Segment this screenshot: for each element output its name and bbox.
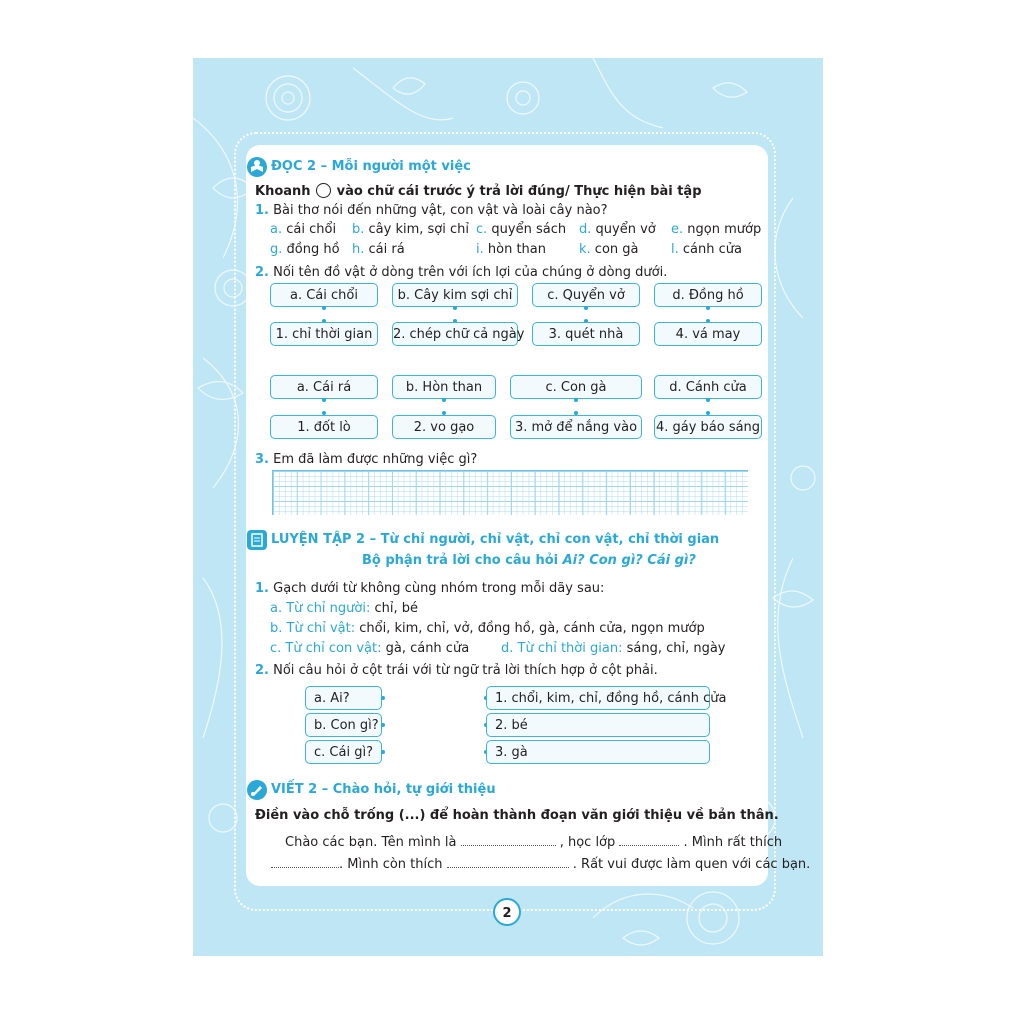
writing-label: VIẾT 2 xyxy=(271,782,318,797)
writing-heading xyxy=(271,782,496,798)
connector-dot[interactable] xyxy=(381,696,385,700)
answer-box[interactable]: 2. bé xyxy=(486,713,710,737)
writing-line-2: . Mình còn thích . Rất vui được làm quen với các bạn. xyxy=(271,857,810,873)
instruction-pre: Khoanh xyxy=(255,184,316,199)
page-number: 2 xyxy=(493,898,521,926)
instruction xyxy=(255,183,702,200)
practice-q1-number: 1. xyxy=(255,581,269,596)
match-item-top[interactable]: d. Đồng hồ xyxy=(654,283,762,307)
connector-dot[interactable] xyxy=(574,398,578,402)
blank-also-like[interactable] xyxy=(447,857,569,868)
writing-title: – Chào hỏi, tự giới thiệu xyxy=(317,782,496,797)
blank-class[interactable] xyxy=(619,835,679,846)
practice-title: – Từ chỉ người, chỉ vật, chỉ con vật, chỉ thời gian xyxy=(365,532,720,547)
match-item-bottom[interactable]: 4. gáy báo sáng xyxy=(654,415,762,439)
q1-text: Bài thơ nói đến những vật, con vật và loài cây nào? xyxy=(268,203,608,218)
practice-q1-a: a. Từ chỉ người: chỉ, bé xyxy=(270,601,419,616)
practice-q1-text: Gạch dưới từ không cùng nhóm trong mỗi dãy sau: xyxy=(268,581,605,596)
q1-option: h. cái rá xyxy=(352,242,405,257)
q1-number: 1. xyxy=(255,203,269,218)
q3-text: Em đã làm được những việc gì? xyxy=(268,452,478,467)
pen-icon xyxy=(247,780,267,800)
q1-question xyxy=(255,203,608,219)
answer-box[interactable]: 1. chổi, kim, chỉ, đồng hồ, cánh cửa xyxy=(486,686,710,710)
question-box[interactable]: b. Con gì? xyxy=(305,713,382,737)
practice-q2-number: 2. xyxy=(255,663,269,678)
reading-icon xyxy=(247,157,267,177)
instruction-post: vào chữ cái trước ý trả lời đúng/ Thực hiện bài tập xyxy=(332,184,702,199)
connector-dot[interactable] xyxy=(706,306,710,310)
q1-option: d. quyển vở xyxy=(579,222,656,237)
match-item-top[interactable]: d. Cánh cửa xyxy=(654,375,762,399)
writing-grid[interactable] xyxy=(272,470,748,515)
q3-number: 3. xyxy=(255,452,269,467)
q1-option: g. đồng hồ xyxy=(270,242,340,257)
q2-number: 2. xyxy=(255,265,269,280)
doc-heading xyxy=(271,159,471,175)
q1-option: e. ngọn mướp xyxy=(671,222,762,237)
connector-dot[interactable] xyxy=(706,398,710,402)
writing-line-1: Chào các bạn. Tên mình là , học lớp . Mình rất thích xyxy=(285,835,783,850)
match-item-top[interactable]: c. Con gà xyxy=(510,375,642,399)
match-item-top[interactable]: a. Cái chổi xyxy=(270,283,378,307)
practice-heading xyxy=(271,532,719,548)
match-item-bottom[interactable]: 2. vo gạo xyxy=(392,415,496,439)
match-item-bottom[interactable]: 3. mở để nắng vào xyxy=(510,415,642,439)
q2-text: Nối tên đồ vật ở dòng trên với ích lợi của chúng ở dòng dưới. xyxy=(268,265,668,280)
match-item-top[interactable]: b. Hòn than xyxy=(392,375,496,399)
doc-heading-title: – Mỗi người một việc xyxy=(316,159,471,174)
connector-dot[interactable] xyxy=(322,306,326,310)
question-box[interactable]: c. Cái gì? xyxy=(305,740,382,764)
practice-q1 xyxy=(255,581,604,597)
writing-instruction: Điền vào chỗ trống (...) để hoàn thành đoạn văn giới thiệu về bản thân. xyxy=(255,808,779,823)
match-item-bottom[interactable]: 1. chỉ thời gian xyxy=(270,322,378,346)
q2-question xyxy=(255,265,667,281)
connector-dot[interactable] xyxy=(584,306,588,310)
connector-dot[interactable] xyxy=(442,398,446,402)
question-box[interactable]: a. Ai? xyxy=(305,686,382,710)
connector-dot[interactable] xyxy=(381,750,385,754)
q1-option: l. cánh cửa xyxy=(671,242,742,257)
answer-box[interactable]: 3. gà xyxy=(486,740,710,764)
connector-dot[interactable] xyxy=(381,723,385,727)
q3-question xyxy=(255,452,477,468)
q1-option: k. con gà xyxy=(579,242,639,257)
practice-subtitle-pre: Bộ phận trả lời cho câu hỏi xyxy=(362,553,563,568)
practice-q1-d: d. Từ chỉ thời gian: sáng, chỉ, ngày xyxy=(501,641,726,656)
connector-dot[interactable] xyxy=(453,306,457,310)
practice-label: LUYỆN TẬP 2 xyxy=(271,532,366,547)
notebook-icon xyxy=(247,530,267,550)
match-item-bottom[interactable]: 2. chép chữ cả ngày xyxy=(392,322,518,346)
practice-q2 xyxy=(255,663,658,679)
blank-like[interactable] xyxy=(271,857,339,868)
practice-q2-text: Nối câu hỏi ở cột trái với từ ngữ trả lời thích hợp ở cột phải. xyxy=(268,663,658,678)
match-item-top[interactable]: b. Cây kim sợi chỉ xyxy=(392,283,518,307)
q1-option: c. quyển sách xyxy=(476,222,567,237)
q1-option: i. hòn than xyxy=(476,242,546,257)
match-item-bottom[interactable]: 1. đốt lò xyxy=(270,415,378,439)
blank-name[interactable] xyxy=(461,835,556,846)
q1-option: a. cái chổi xyxy=(270,222,337,237)
connector-dot[interactable] xyxy=(322,398,326,402)
practice-q1-c: c. Từ chỉ con vật: gà, cánh cửa xyxy=(270,641,470,656)
match-item-top[interactable]: a. Cái rá xyxy=(270,375,378,399)
q1-option: b. cây kim, sợi chỉ xyxy=(352,222,469,237)
practice-q1-b: b. Từ chỉ vật: chổi, kim, chỉ, vở, đồng hồ, gà, cánh cửa, ngọn mướp xyxy=(270,621,705,636)
practice-subtitle xyxy=(362,553,696,569)
match-item-bottom[interactable]: 3. quét nhà xyxy=(532,322,640,346)
match-item-bottom[interactable]: 4. vá may xyxy=(654,322,762,346)
doc-heading-label: ĐỌC 2 xyxy=(271,159,317,174)
circle-icon xyxy=(316,183,331,198)
practice-subtitle-italic: Ai? Con gì? Cái gì? xyxy=(562,553,696,568)
match-item-top[interactable]: c. Quyển vở xyxy=(532,283,640,307)
